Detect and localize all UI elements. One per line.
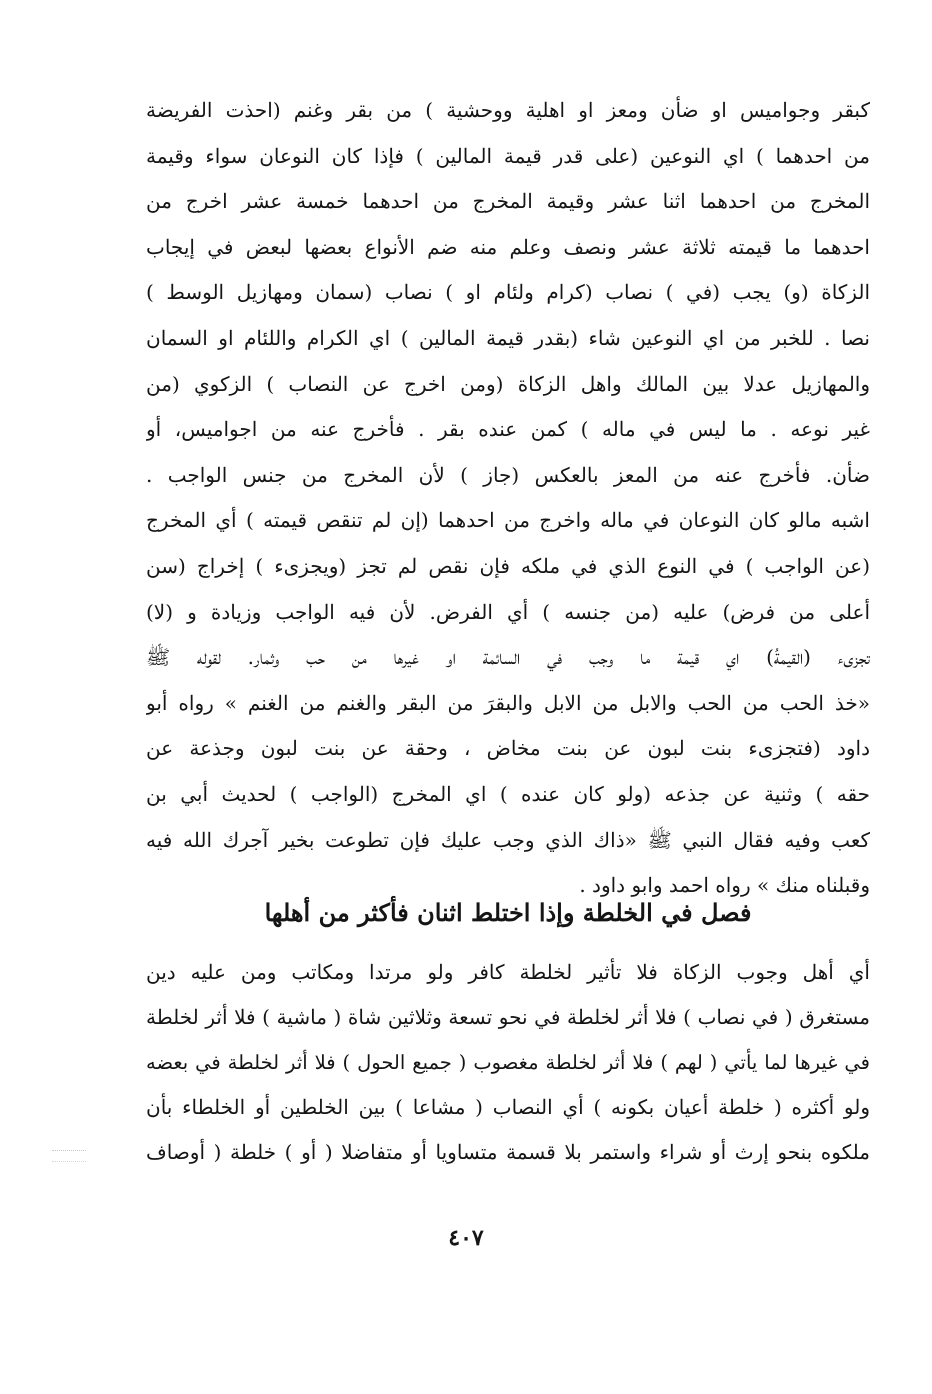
text-line: وقبلناه منك » رواه احمد وابو داود . [579, 873, 870, 898]
text-line: ضأن. فأخرج عنه من المعز بالعكس (جاز ) لأن المخرج من جنس الواجب . [146, 462, 870, 487]
text-line: ملكوه بنحو إرث أو شراء واستمر بلا قسمة متساويا أو متفاضلا ( أو ) خلطة ( أوصاف [146, 1140, 870, 1164]
text-line: حقه ) وثنية عن جذعه (ولو كان عنده ) اي المخرج (الواجب ) لحديث أبي بن [146, 781, 870, 806]
text-line: (عن الواجب ) في النوع الذي في ملكه فإن نقص لم تجز (ويجزىء ) إخراج (سن [146, 553, 870, 578]
page-number: ٤٠٧ [448, 1225, 484, 1251]
text-line: تجزىء (القيمةُ) اي قيمة ما وجب في السائمة او غيرها من حب وثمار. لقوله ﷺ [146, 645, 870, 670]
text-line: ولو أكثره ( خلطة أعيان بكونه ) أي النصاب ( مشاعا ) بين الخلطين أو الخلطاء بأن [146, 1095, 870, 1119]
text-line: كعب وفيه فقال النبي ﷺ «ذاك الذي وجب عليك فإن تطوعت بخير آجرك الله فيه [146, 827, 870, 852]
text-line: نصا . للخبر من اي النوعين شاء (بقدر قيمة المالين ) اي الكرام واللئام او السمان [146, 325, 870, 350]
text-line: في غيرها لما يأتي ( لهم ) فلا أثر لخلطة مغصوب ( جميع الحول ) فلا أثر لخلطة في بعضه [146, 1051, 870, 1074]
text-line: مستغرق ( في نصاب ) فلا أثر لخلطة في نحو تسعة وثلاثين شاة ( ماشية ) فلا أثر لخلطة [146, 1005, 870, 1029]
text-line: اشبه مالو كان النوعان في ماله واخرج من احدهما (إن لم تنقص قيمته ) أي المخرج [146, 508, 870, 533]
body-text-section-2 [146, 950, 870, 1175]
text-line: من احدهما ) اي النوعين (على قدر قيمة المالين ) فإذا كان النوعان سواء وقيمة [146, 143, 870, 168]
text-line: المخرج من احدهما اثنا عشر وقيمة المخرج من احدهما خمسة عشر اخرج من [146, 189, 870, 214]
text-line: «خذ الحب من الحب والابل من الابل والبقرَ من البقر والغنم من الغنم » رواه أبو [146, 690, 870, 715]
text-line: أعلى من فرض) عليه (من جنسه ) أي الفرض. لأن فيه الواجب وزيادة و (لا) [146, 599, 870, 624]
text-line: كبقر وجواميس او ضأن ومعز او اهلية ووحشية ) من بقر وغنم (احذت الفريضة [146, 98, 870, 122]
text-line: غير نوعه . ما ليس في ماله ) كمن عنده بقر . فأخرج عنه من اجواميس، أو [146, 417, 870, 442]
body-text-section-1 [146, 88, 870, 909]
text-line: داود (فتجزىء بنت لبون عن بنت مخاض ، وحقة عن بنت لبون وجذعة عن [146, 736, 870, 761]
text-line: احدهما ما قيمته ثلاثة عشر ونصف وعلم منه ضم الأنواع بعضها لبعض في إيجاب [146, 234, 870, 259]
text-line: والمهازيل عدلا بين المالك واهل الزكاة (ومن اخرج عن النصاب ) الزكوي (من [146, 371, 870, 396]
section-heading: فصل في الخلطة وإذا اختلط اثنان فأكثر من أهلها [264, 898, 752, 927]
text-line: الزكاة (و) يجب (في ) نصاب (كرام ولئام او ) نصاب (سمان ومهازيل الوسط ) [146, 280, 870, 305]
scan-margin-smudge [52, 1150, 86, 1162]
text-line: أي أهل وجوب الزكاة فلا تأثير لخلطة كافر ولو مرتدا ومكاتب ومن عليه دين [146, 960, 870, 984]
